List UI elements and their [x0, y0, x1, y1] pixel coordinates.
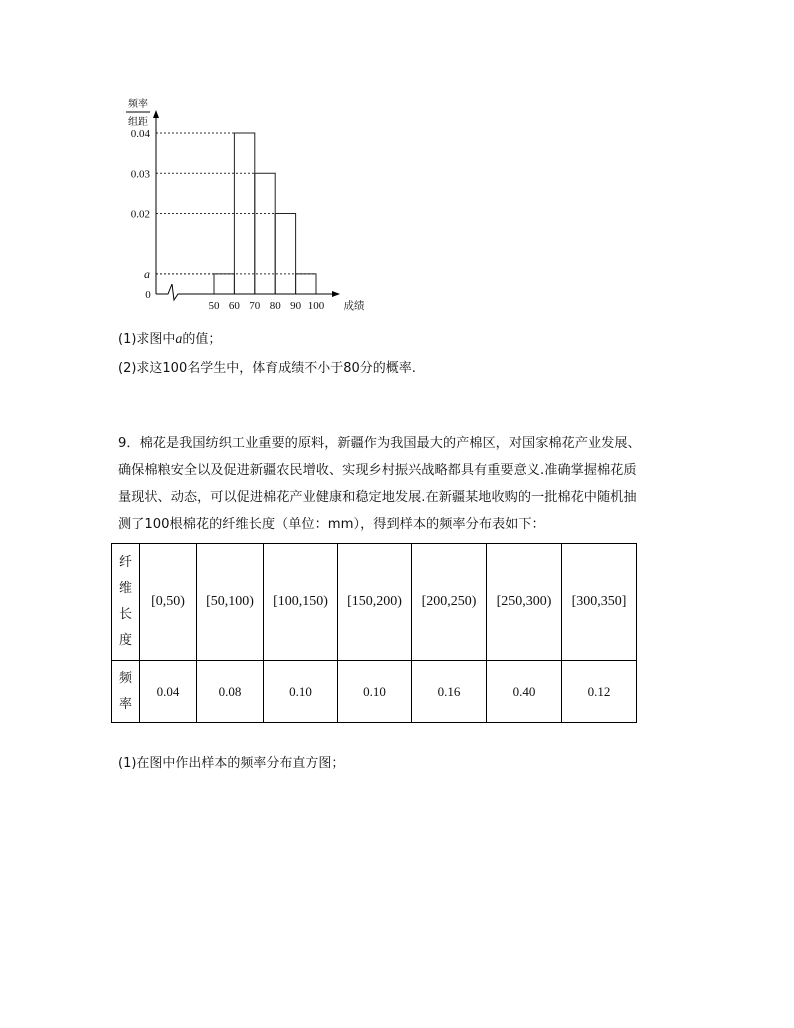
table-row-fiber-length	[112, 544, 637, 661]
y-axis-arrow	[153, 110, 159, 118]
interval-cell: [300,350]	[562, 544, 637, 661]
histogram-bar	[214, 274, 234, 294]
problem-9-line-4: 测了100根棉花的纤维长度（单位：mm），得到样本的频率分布表如下：	[118, 517, 545, 532]
histogram-bar	[296, 274, 316, 294]
x-axis-arrow	[332, 291, 340, 297]
y-tick-label: 0.04	[130, 128, 150, 140]
frequency-cell: 0.08	[197, 661, 264, 723]
problem-9-line-3: 量现状、动态，可以促进棉花产业健康和稳定地发展.在新疆某地收购的一批棉花中随机抽	[118, 490, 637, 505]
y-tick-label: 0.02	[130, 208, 150, 221]
origin-label: 0	[145, 289, 151, 301]
x-tick-label: 50	[208, 300, 220, 312]
interval-cell: [100,150)	[264, 544, 338, 661]
frequency-cell: 0.10	[338, 661, 412, 723]
frequency-distribution-table	[111, 543, 637, 723]
interval-cell: [200,250)	[412, 544, 487, 661]
interval-cell: [0,50)	[140, 544, 197, 661]
histogram-bar	[255, 173, 275, 294]
histogram-bar	[275, 214, 295, 295]
x-tick-label: 90	[290, 300, 302, 312]
x-tick-label: 70	[249, 300, 261, 312]
problem-9-line-2: 确保棉粮安全以及促进新疆农民增收、实现乡村振兴战略都具有重要意义.准确掌握棉花质	[118, 463, 637, 478]
x-axis-label: 成绩	[343, 300, 365, 312]
interval-cell: [50,100)	[197, 544, 264, 661]
x-tick-label: 100	[307, 300, 325, 312]
question-1-find-a: (1)求图中a的值；	[118, 332, 222, 347]
frequency-histogram	[108, 92, 368, 318]
histogram-labels	[126, 97, 365, 312]
histogram-dashed-guides	[156, 133, 316, 274]
x-tick-label: 80	[269, 300, 281, 312]
frequency-cell: 0.16	[412, 661, 487, 723]
y-axis-label-denominator: 组距	[128, 117, 148, 128]
header-fiber-length: 纤 维 长 度	[112, 544, 140, 661]
problem-9-line-1: 9．棉花是我国纺织工业重要的原料，新疆作为我国最大的产棉区，对国家棉花产业发展、	[118, 436, 641, 451]
interval-cell: [250,300)	[487, 544, 562, 661]
problem-9-statement	[118, 430, 698, 538]
question-2-probability: (2)求这100名学生中，体育成绩不小于80分的概率.	[118, 361, 416, 376]
y-axis-label-numerator: 频率	[128, 99, 148, 110]
table-row-frequency	[112, 661, 637, 723]
frequency-cell: 0.10	[264, 661, 338, 723]
y-tick-label: 0.03	[130, 168, 150, 181]
frequency-cell: 0.04	[140, 661, 197, 723]
interval-cell: [150,200)	[338, 544, 412, 661]
x-axis-line-with-break	[156, 284, 334, 300]
header-frequency: 频 率	[112, 661, 140, 723]
problem-9-question-1: (1)在图中作出样本的频率分布直方图；	[118, 756, 345, 771]
histogram-axes	[153, 110, 340, 300]
y-tick-label: a	[144, 266, 150, 281]
frequency-cell: 0.12	[562, 661, 637, 723]
frequency-cell: 0.40	[487, 661, 562, 723]
x-tick-label: 60	[228, 300, 240, 312]
